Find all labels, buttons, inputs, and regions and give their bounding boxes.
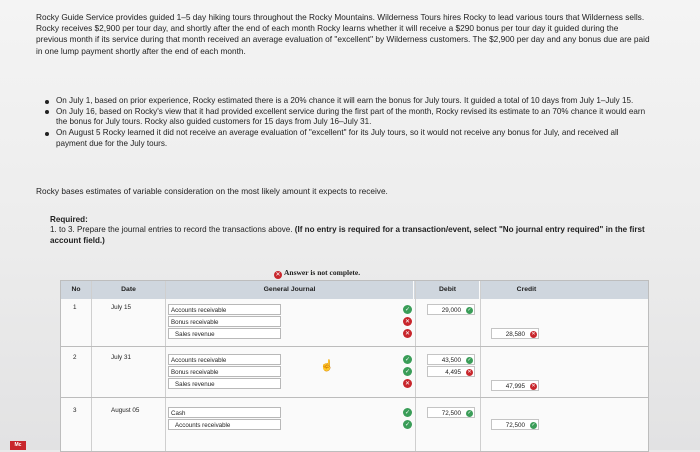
answer-status-banner: ✕ Answer is not complete. <box>275 268 361 278</box>
check-circle-icon: ✓ <box>404 421 411 428</box>
check-circle-icon: ✓ <box>404 409 411 416</box>
publisher-logo: Mc <box>10 441 26 450</box>
required-label: Required: <box>50 215 88 224</box>
column-divider <box>480 281 481 451</box>
event-item-august-5: On August 5 Rocky learned it did not receive an average evaluation of "excellent" for its July tours, so it would not receive any bonus for July, and received all payment due for the July tours. <box>40 128 650 149</box>
entry-date: August 05 <box>111 407 140 414</box>
x-circle-icon: ✕ <box>467 368 472 375</box>
x-circle-icon: ✕ <box>404 380 411 387</box>
estimate-basis-text: Rocky bases estimates of variable consideration on the most likely amount it expects to receive. <box>36 186 388 196</box>
debit-input[interactable]: 72,500 ✓ <box>427 407 475 418</box>
account-select[interactable]: Accounts receivable <box>168 354 281 365</box>
entry-date: July 31 <box>111 354 131 361</box>
column-divider <box>415 281 416 451</box>
x-circle-icon: ✕ <box>404 330 411 337</box>
required-instructions <box>50 215 660 246</box>
check-circle-icon: ✓ <box>531 421 536 428</box>
column-divider <box>165 281 166 451</box>
debit-input[interactable]: 29,000 ✓ <box>427 304 475 315</box>
entry-number: 2 <box>73 354 77 361</box>
check-circle-icon: ✓ <box>467 356 472 363</box>
account-select[interactable]: Accounts receivable <box>168 419 281 430</box>
header-general-journal: General Journal <box>166 281 413 299</box>
check-circle-icon: ✓ <box>404 306 411 313</box>
check-circle-icon: ✓ <box>404 368 411 375</box>
account-select[interactable]: Accounts receivable <box>168 304 281 315</box>
account-select[interactable]: Bonus receivable <box>168 366 281 377</box>
header-date: Date <box>92 281 165 299</box>
x-circle-icon: ✕ <box>404 318 411 325</box>
account-select[interactable]: Sales revenue <box>168 328 281 339</box>
account-select[interactable]: Bonus receivable <box>168 316 281 327</box>
bullet-icon <box>45 100 49 104</box>
check-circle-icon: ✓ <box>467 306 472 313</box>
problem-intro: Rocky Guide Service provides guided 1–5 day hiking tours throughout the Rocky Mountains. Wilderness Tours hires Rocky to lead various tours that Wilderness sells. Rocky receives $2,900 per tour day, and shortly after the end of each month Rocky learns whether it will receive a $290 bonus per tour day it guided during the previous month if its service during that month received an average evaluation of "excellent" by Wilderness customers. The $2,900 per day and any bonus due are paid in one lump payment shortly after the end of each month. <box>36 12 650 56</box>
entry-date: July 15 <box>111 304 131 311</box>
header-no: No <box>61 281 91 299</box>
required-note: (If no entry is required for a transaction/event, select "No journal entry required" in the first account field.) <box>50 225 645 245</box>
account-select[interactable]: Cash <box>168 407 281 418</box>
required-text: 1. to 3. Prepare the journal entries to record the transactions above. <box>50 225 293 235</box>
x-circle-icon: ✕ <box>531 382 536 389</box>
entry-number: 1 <box>73 304 77 311</box>
header-debit: Debit <box>416 281 479 299</box>
check-circle-icon: ✓ <box>404 356 411 363</box>
event-item-july-1: On July 1, based on prior experience, Rocky estimated there is a 20% chance it will earn the bonus for July tours. It guided a total of 10 days from July 1–July 15. <box>40 96 650 106</box>
credit-input[interactable]: 47,995 ✕ <box>491 380 539 391</box>
credit-input[interactable]: 72,500 ✓ <box>491 419 539 430</box>
column-divider <box>91 281 92 451</box>
credit-input[interactable]: 28,580 ✕ <box>491 328 539 339</box>
bullet-icon <box>45 110 49 114</box>
x-circle-icon: ✕ <box>275 271 281 278</box>
hand-pointer-icon: ☝ <box>320 360 334 372</box>
problem-events-list <box>40 96 650 150</box>
header-credit: Credit <box>481 281 572 299</box>
row-divider <box>61 346 648 347</box>
debit-input[interactable]: 4,495 ✕ <box>427 366 475 377</box>
debit-input[interactable]: 43,500 ✓ <box>427 354 475 365</box>
row-divider <box>61 397 648 398</box>
journal-entry-table <box>60 280 649 452</box>
event-item-july-16: On July 16, based on Rocky's view that it had provided excellent service during the first part of the month, Rocky revised its estimate to an 70% chance it would earn the bonus for July tours. Rocky also guided customers for 15 days from July 16–July 31. <box>40 107 650 128</box>
account-select[interactable]: Sales revenue <box>168 378 281 389</box>
bullet-icon <box>45 132 49 136</box>
x-circle-icon: ✕ <box>531 330 536 337</box>
check-circle-icon: ✓ <box>467 409 472 416</box>
entry-number: 3 <box>73 407 77 414</box>
